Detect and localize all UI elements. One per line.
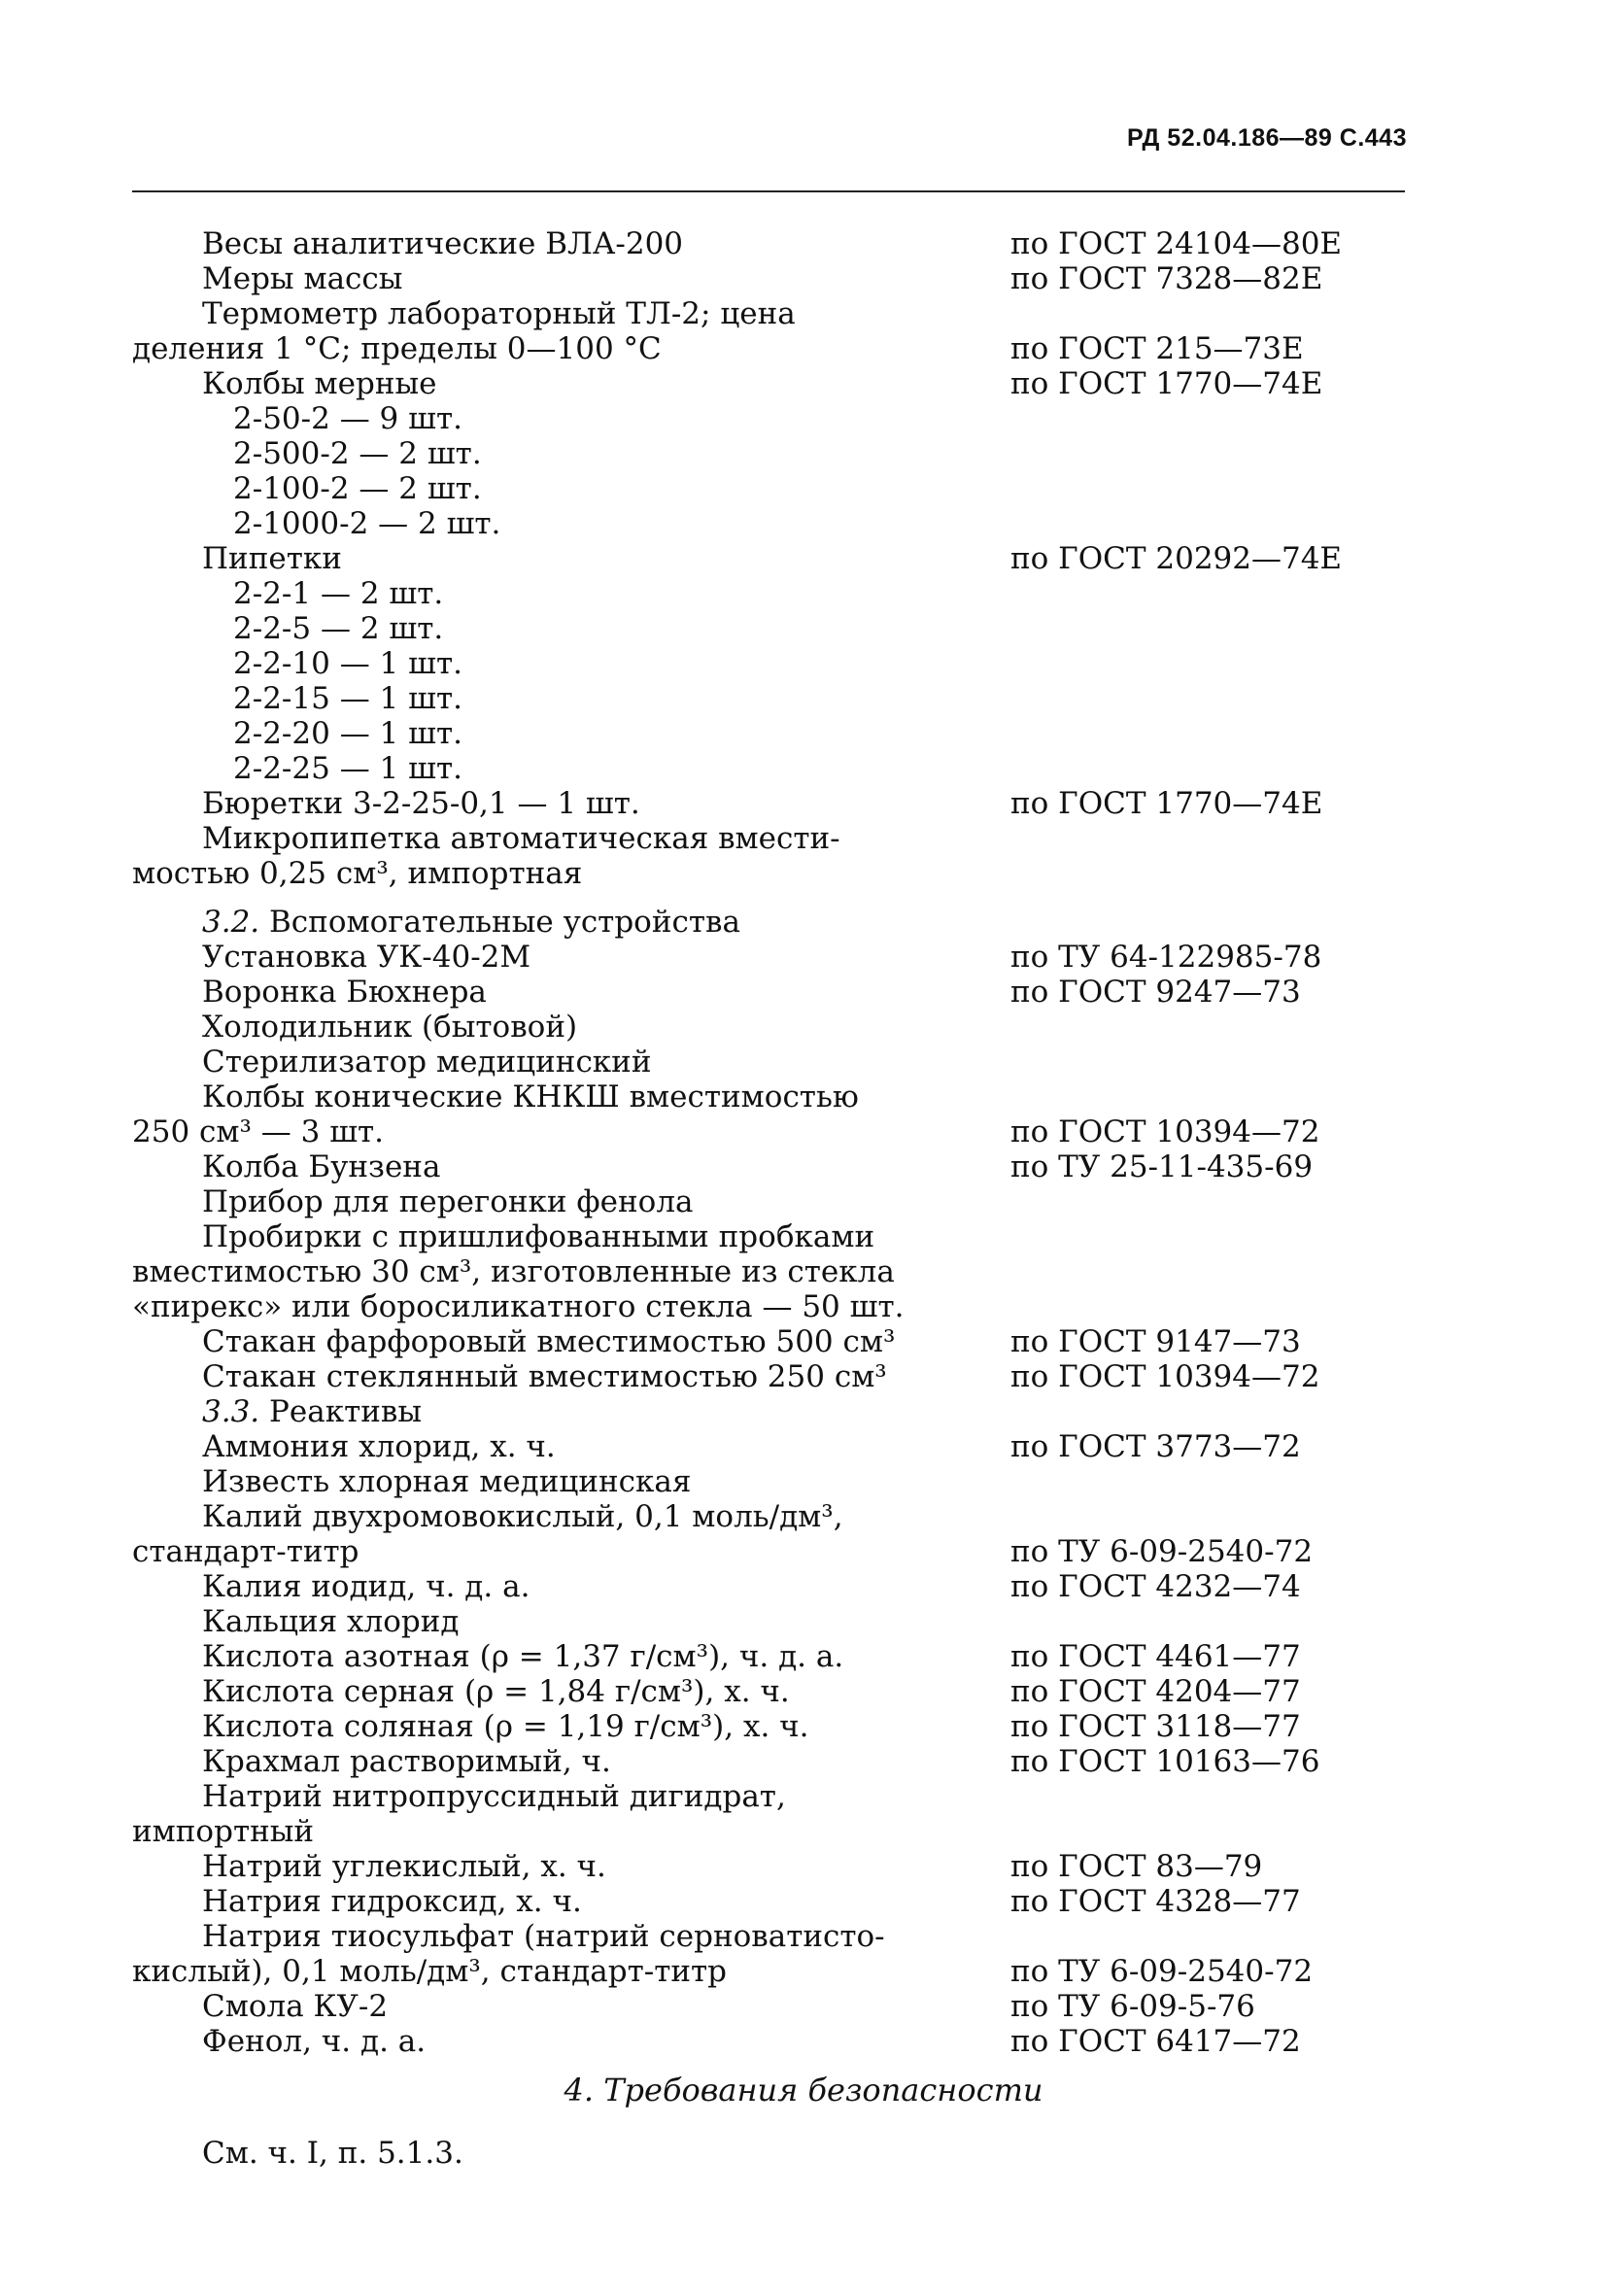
section-title: Реактивы: [269, 1394, 423, 1429]
standard-reference: по ТУ 6-09-2540-72: [1010, 1534, 1314, 1569]
item-text: деления 1 °С; пределы 0—100 °С: [132, 331, 662, 366]
item-text: Крахмал растворимый, ч.: [202, 1744, 611, 1779]
item-text: импортный: [132, 1814, 315, 1849]
item-text: 2-2-5 — 2 шт.: [233, 611, 444, 646]
item-text: Микропипетка автоматическая вмести-: [202, 821, 840, 856]
item-text: 2-500-2 — 2 шт.: [233, 436, 482, 471]
standard-reference: по ГОСТ 4204—77: [1010, 1674, 1301, 1709]
list-item: [0, 1534, 1607, 1569]
list-item: [0, 1499, 1607, 1534]
document-body: [0, 226, 1607, 2111]
item-text: Пипетки: [202, 541, 342, 576]
list-item: [0, 296, 1607, 331]
list-item: [0, 1184, 1607, 1219]
list-item: [0, 716, 1607, 751]
list-item: [0, 366, 1607, 401]
list-item: [0, 1604, 1607, 1639]
item-text: Натрия гидроксид, х. ч.: [202, 1884, 582, 1919]
list-item: [0, 506, 1607, 541]
closing-reference: См. ч. I, п. 5.1.3.: [202, 2136, 463, 2171]
item-text: Калия иодид, ч. д. а.: [202, 1569, 530, 1604]
list-item: [0, 1464, 1607, 1499]
page-header: РД 52.04.186—89 С.443: [1126, 124, 1407, 152]
list-item: [0, 541, 1607, 576]
item-text: Установка УК-40-2М: [202, 940, 531, 975]
list-item: [0, 1989, 1607, 2024]
list-item: [0, 331, 1607, 366]
item-text: 2-2-25 — 1 шт.: [233, 751, 462, 786]
item-text: Холодильник (бытовой): [202, 1010, 578, 1045]
standard-reference: по ГОСТ 6417—72: [1010, 2024, 1301, 2059]
list-item: [0, 1149, 1607, 1184]
standard-reference: по ТУ 25-11-435-69: [1010, 1149, 1314, 1184]
item-text: Меры массы: [202, 261, 403, 296]
list-item: [0, 261, 1607, 296]
item-text: Известь хлорная медицинская: [202, 1464, 692, 1499]
standard-reference: по ГОСТ 20292—74Е: [1010, 541, 1343, 576]
item-text: Фенол, ч. д. а.: [202, 2024, 427, 2059]
item-text: Колбы конические КНКШ вместимостью: [202, 1079, 859, 1114]
list-item: [0, 1254, 1607, 1289]
item-text: Стакан фарфоровый вместимостью 500 см³: [202, 1324, 896, 1359]
section-number: 3.3.: [202, 1394, 260, 1429]
item-text: «пирекс» или боросиликатного стекла — 50 шт.: [132, 1289, 905, 1324]
list-item: [0, 401, 1607, 436]
header-rule: [132, 190, 1405, 192]
list-item: [0, 1639, 1607, 1674]
section-3-3-heading: [0, 1394, 1607, 1429]
item-text: Прибор для перегонки фенола: [202, 1184, 694, 1219]
item-text: Стерилизатор медицинский: [202, 1045, 652, 1079]
standard-reference: по ГОСТ 4461—77: [1010, 1639, 1301, 1674]
list-item: [0, 681, 1607, 716]
list-item: [0, 751, 1607, 786]
list-item: [0, 1359, 1607, 1394]
standard-reference: по ГОСТ 9147—73: [1010, 1324, 1301, 1359]
list-item: [0, 1114, 1607, 1149]
list-item: [0, 2024, 1607, 2059]
spacer: [0, 891, 1607, 905]
standard-reference: по ГОСТ 83—79: [1010, 1849, 1263, 1884]
standard-reference: по ГОСТ 3118—77: [1010, 1709, 1301, 1744]
item-text: Натрия тиосульфат (натрий серноватисто-: [202, 1919, 885, 1954]
item-text: стандарт-титр: [132, 1534, 359, 1569]
item-text: 2-100-2 — 2 шт.: [233, 471, 482, 506]
item-text: Воронка Бюхнера: [202, 975, 487, 1010]
list-item: [0, 1919, 1607, 1954]
list-item: [0, 1429, 1607, 1464]
section-number: 3.2.: [202, 905, 260, 940]
standard-reference: по ТУ 64-122985-78: [1010, 940, 1322, 975]
item-text: 2-2-1 — 2 шт.: [233, 576, 444, 611]
item-text: кислый), 0,1 моль/дм³, стандарт-титр: [132, 1954, 728, 1989]
item-text: Стакан стеклянный вместимостью 250 см³: [202, 1359, 887, 1394]
standard-reference: по ГОСТ 10163—76: [1010, 1744, 1320, 1779]
section-title: Вспомогательные устройства: [269, 905, 740, 940]
list-item: [0, 821, 1607, 856]
standard-reference: по ГОСТ 215—73Е: [1010, 331, 1304, 366]
list-item: [0, 1569, 1607, 1604]
item-text: Кислота азотная (ρ = 1,37 г/см³), ч. д. а.: [202, 1639, 844, 1674]
auxiliary-devices-list: [0, 940, 1607, 1394]
item-text: Кальция хлорид: [202, 1604, 460, 1639]
standard-reference: по ГОСТ 1770—74Е: [1010, 786, 1323, 821]
list-item: [0, 1779, 1607, 1814]
list-item: [0, 1324, 1607, 1359]
list-item: [0, 226, 1607, 261]
list-item: [0, 576, 1607, 611]
standard-reference: по ГОСТ 9247—73: [1010, 975, 1301, 1010]
standard-reference: по ГОСТ 24104—80Е: [1010, 226, 1343, 261]
measuring-instruments-list: [0, 226, 1607, 891]
list-item: [0, 1289, 1607, 1324]
standard-reference: по ТУ 6-09-2540-72: [1010, 1954, 1314, 1989]
item-text: 2-2-20 — 1 шт.: [233, 716, 462, 751]
list-item: [0, 1219, 1607, 1254]
standard-reference: по ГОСТ 1770—74Е: [1010, 366, 1323, 401]
section-3-2-heading: [0, 905, 1607, 940]
list-item: [0, 471, 1607, 506]
item-text: Пробирки с пришлифованными пробками: [202, 1219, 875, 1254]
item-text: 250 см³ — 3 шт.: [132, 1114, 385, 1149]
item-text: Колбы мерные: [202, 366, 437, 401]
list-item: [0, 975, 1607, 1010]
standard-reference: по ГОСТ 4328—77: [1010, 1884, 1301, 1919]
item-text: Аммония хлорид, х. ч.: [202, 1429, 556, 1464]
standard-reference: по ГОСТ 3773—72: [1010, 1429, 1301, 1464]
list-item: [0, 1674, 1607, 1709]
item-text: Весы аналитические ВЛА-200: [202, 226, 684, 261]
list-item: [0, 1814, 1607, 1849]
list-item: [0, 1744, 1607, 1779]
list-item: [0, 940, 1607, 975]
list-item: [0, 1849, 1607, 1884]
item-text: Калий двухромовокислый, 0,1 моль/дм³,: [202, 1499, 843, 1534]
item-text: Бюретки 3-2-25-0,1 — 1 шт.: [202, 786, 640, 821]
item-text: 2-2-10 — 1 шт.: [233, 646, 462, 681]
standard-reference: по ГОСТ 10394—72: [1010, 1359, 1320, 1394]
item-text: Термометр лабораторный ТЛ-2; цена: [202, 296, 796, 331]
standard-reference: по ГОСТ 10394—72: [1010, 1114, 1320, 1149]
section-4-heading: 4. Требования безопасности: [564, 2072, 1043, 2108]
item-text: Смола КУ-2: [202, 1989, 389, 2024]
standard-reference: по ГОСТ 4232—74: [1010, 1569, 1301, 1604]
item-text: Натрий нитропруссидный дигидрат,: [202, 1779, 786, 1814]
list-item: [0, 786, 1607, 821]
list-item: [0, 1954, 1607, 1989]
standard-reference: по ГОСТ 7328—82Е: [1010, 261, 1323, 296]
item-text: мостью 0,25 см³, импортная: [132, 856, 583, 891]
item-text: 2-2-15 — 1 шт.: [233, 681, 462, 716]
list-item: [0, 1079, 1607, 1114]
standard-reference: по ТУ 6-09-5-76: [1010, 1989, 1255, 2024]
list-item: [0, 1045, 1607, 1079]
reagents-list: [0, 1429, 1607, 2059]
list-item: [0, 856, 1607, 891]
item-text: Натрий углекислый, х. ч.: [202, 1849, 606, 1884]
list-item: [0, 1709, 1607, 1744]
list-item: [0, 646, 1607, 681]
list-item: [0, 436, 1607, 471]
item-text: 2-50-2 — 9 шт.: [233, 401, 462, 436]
list-item: [0, 611, 1607, 646]
item-text: Кислота соляная (ρ = 1,19 г/см³), х. ч.: [202, 1709, 809, 1744]
item-text: Кислота серная (ρ = 1,84 г/см³), х. ч.: [202, 1674, 790, 1709]
list-item: [0, 1010, 1607, 1045]
item-text: Колба Бунзена: [202, 1149, 441, 1184]
item-text: 2-1000-2 — 2 шт.: [233, 506, 501, 541]
list-item: [0, 1884, 1607, 1919]
item-text: вместимостью 30 см³, изготовленные из стекла: [132, 1254, 895, 1289]
